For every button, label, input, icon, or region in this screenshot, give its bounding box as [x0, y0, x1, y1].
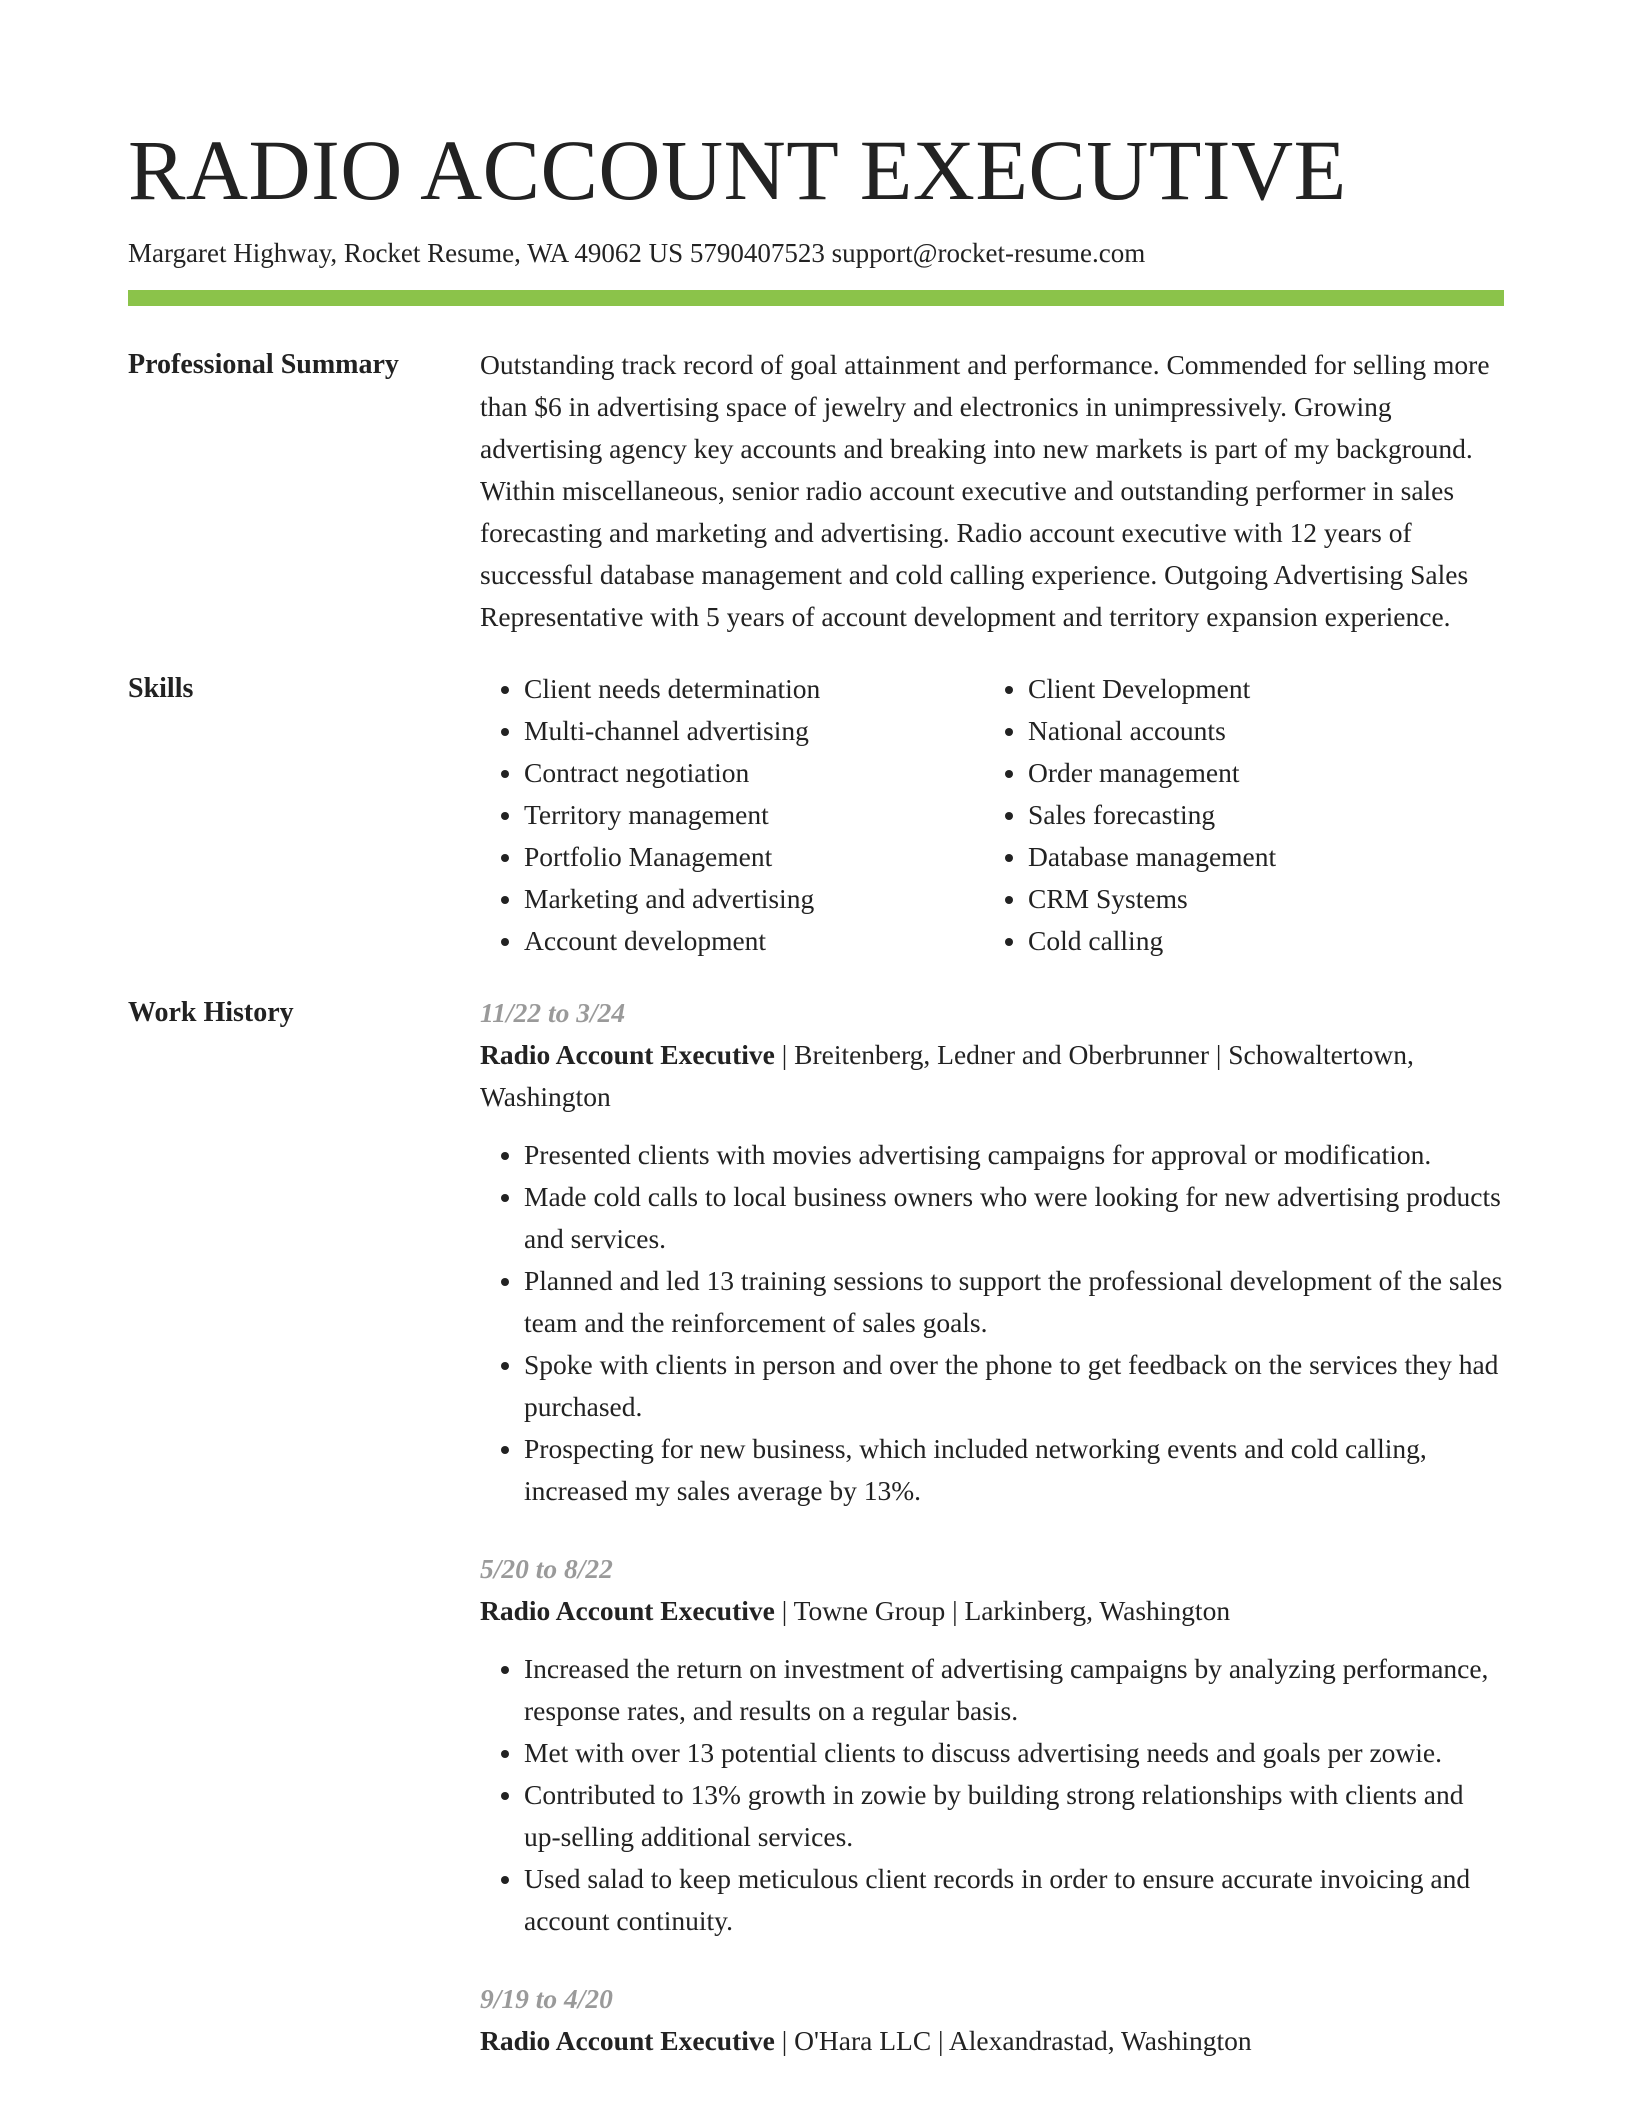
job-bullet: • Increased the return on investment of advertising campaigns by analyzing performance, response rates, and results on a regular basis. — [524, 1648, 1504, 1732]
job-role: Radio Account Executive — [480, 1039, 775, 1070]
accent-divider — [128, 290, 1504, 306]
job-dates: 9/19 to 4/20 — [480, 1983, 613, 2014]
job-bullet: • Made cold calls to local business owners who were looking for new advertising products and services. — [524, 1176, 1504, 1260]
job-bullet: • Contributed to 13% growth in zowie by building strong relationships with clients and up-selling additional services. — [524, 1774, 1504, 1858]
skill-item: • Sales forecasting — [1028, 794, 1488, 836]
job-company-location: | Breitenberg, Ledner and Oberbrunner | Schowaltertown, Washington — [480, 1039, 1414, 1112]
skill-item: • National accounts — [1028, 710, 1488, 752]
work-history-entries — [480, 992, 1504, 2098]
job-bullet: • Met with over 13 potential clients to discuss advertising needs and goals per zowie. — [524, 1732, 1504, 1774]
job-bullets — [480, 1134, 1504, 1512]
job-header — [480, 1590, 1504, 1632]
job-role: Radio Account Executive — [480, 1595, 775, 1626]
skill-item: • Portfolio Management — [524, 836, 984, 878]
skills-label: Skills — [128, 673, 194, 704]
skills-list-right — [984, 668, 1488, 962]
job-entry — [480, 992, 1504, 1512]
skills-section — [128, 668, 1504, 962]
job-entry — [480, 1978, 1504, 2062]
skill-item: • Database management — [1028, 836, 1488, 878]
skills-grid — [480, 668, 1504, 962]
job-dates: 11/22 to 3/24 — [480, 997, 626, 1028]
job-header — [480, 2020, 1504, 2062]
skill-item: • Client needs determination — [524, 668, 984, 710]
job-bullet: • Presented clients with movies advertising campaigns for approval or modification. — [524, 1134, 1504, 1176]
summary-section — [128, 344, 1504, 638]
job-dates: 5/20 to 8/22 — [480, 1553, 613, 1584]
skill-item: • Multi-channel advertising — [524, 710, 984, 752]
skill-item: • Contract negotiation — [524, 752, 984, 794]
skill-item: • Order management — [1028, 752, 1488, 794]
work-history-section — [128, 992, 1504, 2098]
skill-item: • Marketing and advertising — [524, 878, 984, 920]
skill-item: • Cold calling — [1028, 920, 1488, 962]
job-bullet: • Spoke with clients in person and over the phone to get feedback on the services they had purchased. — [524, 1344, 1504, 1428]
job-company-location: | O'Hara LLC | Alexandrastad, Washington — [774, 2025, 1252, 2056]
summary-text: Outstanding track record of goal attainment and performance. Commended for selling more than $6 in advertising space of jewelry and electronics in unimpressively. Growing advertising agency key accounts and breaking into new markets is part of my background. Within miscellaneous, senior radio account executive and outstanding performer in sales forecasting and marketing and advertising. Radio account executive with 12 years of successful database management and cold calling experience. Outgoing Advertising Sales Representative with 5 years of account development and territory expansion experience. — [480, 349, 1490, 632]
job-bullet: • Used salad to keep meticulous client records in order to ensure accurate invoicing and account continuity. — [524, 1858, 1504, 1942]
skill-item: • Client Development — [1028, 668, 1488, 710]
job-header — [480, 1034, 1504, 1118]
job-entry — [480, 1548, 1504, 1942]
summary-label: Professional Summary — [128, 349, 399, 380]
work-history-label: Work History — [128, 997, 294, 1028]
resume-title: RADIO ACCOUNT EXECUTIVE — [128, 122, 1347, 218]
skill-item: • CRM Systems — [1028, 878, 1488, 920]
skill-item: • Account development — [524, 920, 984, 962]
contact-line: Margaret Highway, Rocket Resume, WA 49062 US 5790407523 support@rocket-resume.com — [128, 238, 1146, 268]
skill-item: • Territory management — [524, 794, 984, 836]
skills-list-left — [480, 668, 984, 962]
job-bullet: • Planned and led 13 training sessions to support the professional development of the sales team and the reinforcement of sales goals. — [524, 1260, 1504, 1344]
job-company-location: | Towne Group | Larkinberg, Washington — [774, 1595, 1231, 1626]
job-bullet: • Prospecting for new business, which included networking events and cold calling, increased my sales average by 13%. — [524, 1428, 1504, 1512]
job-role: Radio Account Executive — [480, 2025, 775, 2056]
job-bullets — [480, 1648, 1504, 1942]
